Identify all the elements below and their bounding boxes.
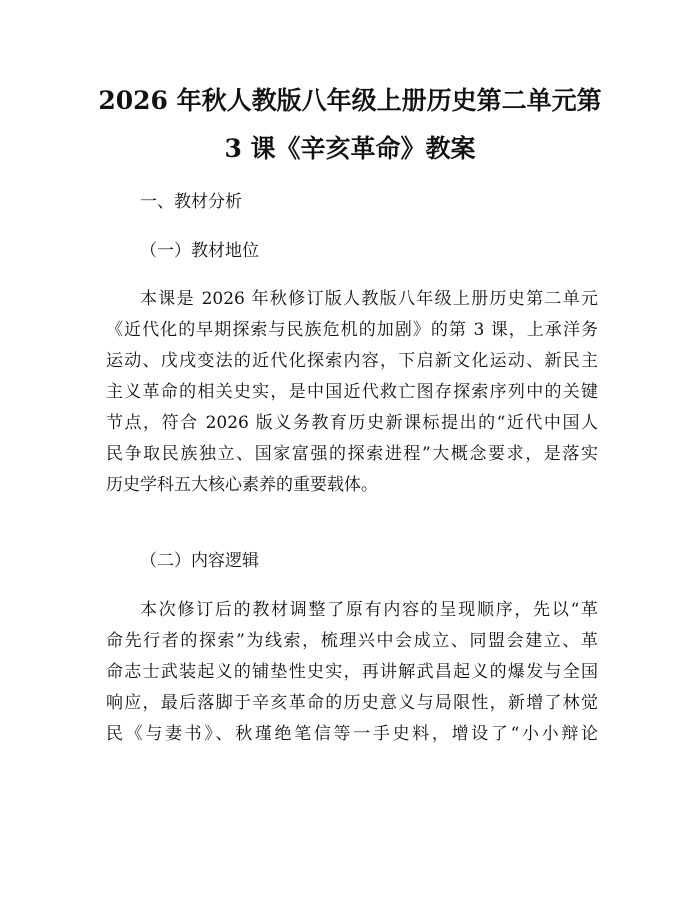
paragraph-line: 节点，符合 2026 版义务教育历史新课标提出的“近代中国人 (106, 413, 598, 433)
paragraph-content-logic (106, 595, 598, 750)
subsection-heading-content-logic: （二）内容逻辑 (140, 551, 259, 571)
paragraph-line: 历史学科五大核心素养的重要载体。 (106, 475, 378, 495)
document-title-line-1: 2026 年秋人教版八年级上册历史第二单元第 (98, 86, 602, 115)
paragraph-line: 民《与妻书》、秋瑾绝笔信等一手史料，增设了“小小辩论 (106, 724, 598, 744)
paragraph-material-position (106, 284, 598, 501)
subsection-heading-material-position: （一）教材地位 (140, 241, 259, 261)
paragraph-line: 本课是 2026 年秋修订版人教版八年级上册历史第二单元 (140, 289, 598, 309)
section-heading-teaching-material-analysis: 一、教材分析 (140, 192, 242, 212)
paragraph-line: 命志士武装起义的铺垫性史实，再讲解武昌起义的爆发与全国 (106, 662, 598, 682)
paragraph-line: 运动、戊戌变法的近代化探索内容，下启新文化运动、新民主 (106, 351, 598, 371)
paragraph-line: 民争取民族独立、国家富强的探索进程”大概念要求，是落实 (106, 444, 598, 464)
document-title-line-2: 3 课《辛亥革命》教案 (224, 134, 476, 163)
paragraph-line: 主义革命的相关史实，是中国近代救亡图存探索序列中的关键 (106, 382, 598, 402)
paragraph-line: 响应，最后落脚于辛亥革命的历史意义与局限性，新增了林觉 (106, 693, 598, 713)
paragraph-line: 《近代化的早期探索与民族危机的加剧》的第 3 课，上承洋务 (106, 320, 598, 340)
paragraph-line: 命先行者的探索”为线索，梳理兴中会成立、同盟会建立、革 (106, 631, 598, 651)
paragraph-line: 本次修订后的教材调整了原有内容的呈现顺序，先以“革 (140, 600, 598, 620)
